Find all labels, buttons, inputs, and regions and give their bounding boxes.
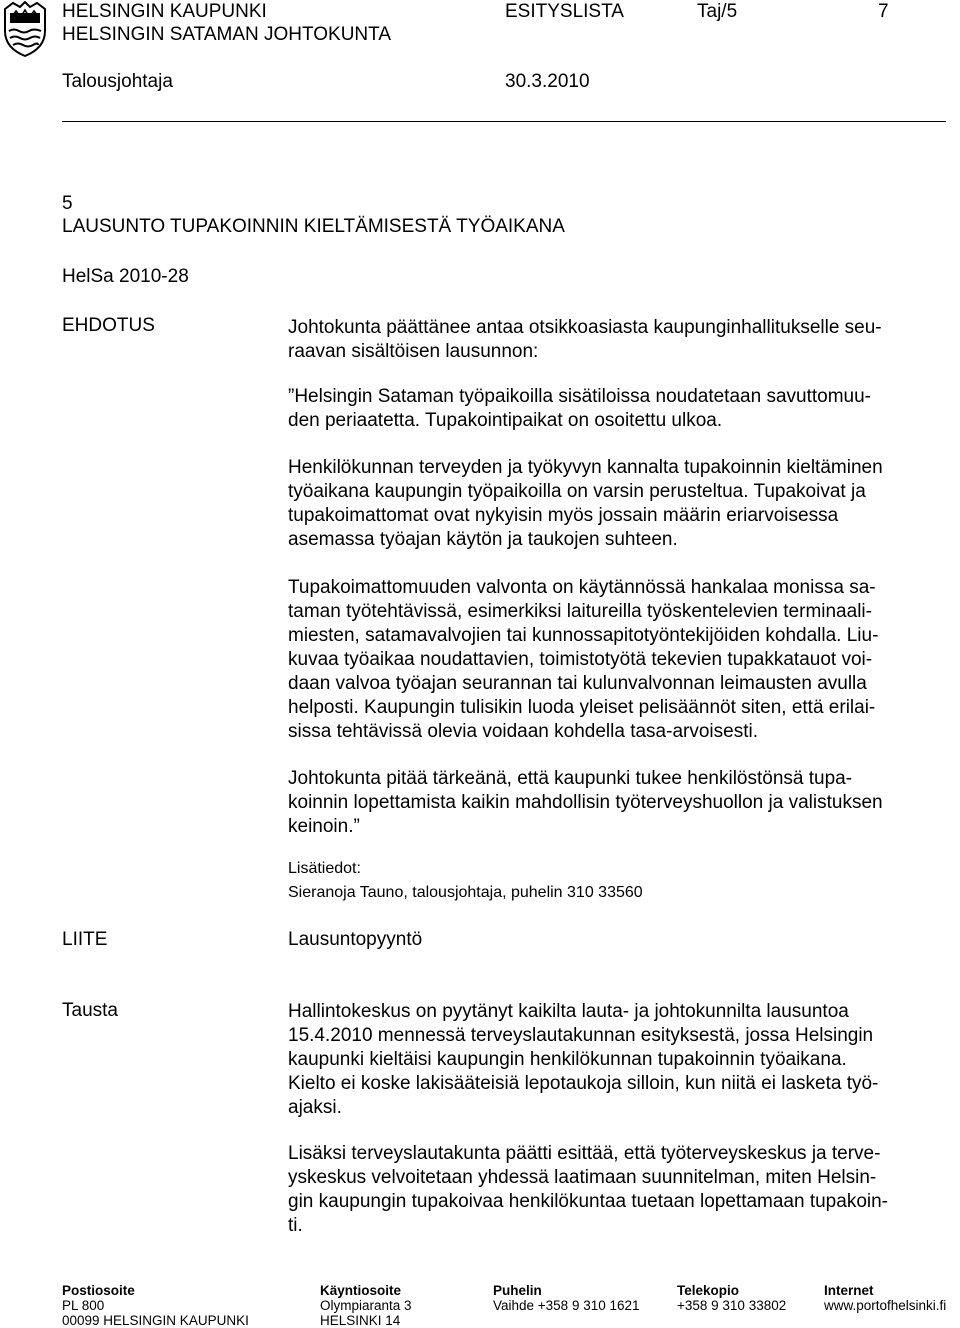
visit-line-2: HELSINKI 14	[320, 1313, 401, 1328]
attachment-label: LIITE	[62, 929, 108, 950]
text-line: kuvaa työaikaa noudattavien, toimistotyötä tekevien tupakkatauot voi-	[288, 649, 873, 670]
phone-value: Vaihde +358 9 310 1621	[493, 1298, 640, 1313]
text-line: Henkilökunnan terveyden ja työkyvyn kannalta tupakoinnin kieltäminen	[288, 457, 883, 478]
section-code: Taj/5	[697, 1, 738, 22]
footer-fax	[677, 1283, 786, 1313]
footer-visit	[320, 1283, 412, 1328]
visit-label: Käyntiosoite	[320, 1283, 402, 1298]
info-label: Lisätiedot:	[288, 860, 361, 877]
text-line: Tupakoimattomuuden valvonta on käytännössä hankalaa monissa sa-	[288, 577, 876, 598]
postal-label: Postiosoite	[62, 1283, 135, 1298]
footer-phone	[493, 1283, 640, 1313]
phone-label: Puhelin	[493, 1283, 542, 1298]
postal-line-1: PL 800	[62, 1298, 105, 1313]
fax-value: +358 9 310 33802	[677, 1298, 787, 1313]
helsinki-crest-logo	[2, 1, 48, 57]
presenter: Talousjohtaja	[62, 71, 173, 92]
text-line: helposti. Kaupungin tulisikin luoda yleiset pelisäännöt siten, että erilai-	[288, 697, 876, 718]
fax-label: Telekopio	[677, 1283, 740, 1298]
text-line: taman työtehtävissä, esimerkiksi laitureilla työskentelevien terminaali-	[288, 601, 872, 622]
attachment-link[interactable]: Lausuntopyyntö	[288, 929, 423, 950]
proposal-paragraph-1	[288, 316, 953, 364]
text-line: kaupunki kieltäisi kaupungin henkilökunnan tupakoinnin työaikana.	[288, 1049, 847, 1070]
text-line: Kielto ei koske lakisääteisiä lepotaukoja silloin, kun niitä ei lasketa työ-	[288, 1073, 879, 1094]
internet-label: Internet	[824, 1283, 874, 1298]
text-line: Johtokunta pitää tärkeänä, että kaupunki tukee henkilöstönsä tupa-	[288, 768, 853, 789]
background-label: Tausta	[62, 1000, 118, 1021]
text-line: koinnin lopettamista kaikin mahdollisin työterveyshuollon ja valistuksen	[288, 792, 883, 813]
text-line: asemassa työajan käytön ja taukojen suhteen.	[288, 529, 678, 550]
proposal-paragraph-3	[288, 456, 953, 552]
text-line: daan valvoa työajan seurannan tai kulunvalvonnan leimausten avulla	[288, 673, 867, 694]
text-line: den periaatetta. Tupakointipaikat on osoitettu ulkoa.	[288, 410, 723, 431]
proposal-paragraph-5	[288, 767, 953, 839]
background-paragraph-1	[288, 1000, 953, 1120]
footer-internet	[824, 1283, 946, 1313]
item-title: LAUSUNTO TUPAKOINNIN KIELTÄMISESTÄ TYÖAIKANA	[62, 216, 565, 237]
text-line: Lisäksi terveyslautakunta päätti esittää, että työterveyskeskus ja terve-	[288, 1143, 881, 1164]
footer-postal	[62, 1283, 249, 1328]
internet-link[interactable]: www.portofhelsinki.fi	[824, 1298, 947, 1313]
proposal-label: EHDOTUS	[62, 315, 155, 336]
proposal-paragraph-2	[288, 385, 953, 433]
postal-line-2: 00099 HELSINGIN KAUPUNKI	[62, 1313, 249, 1328]
item-reference: HelSa 2010-28	[62, 266, 189, 287]
meeting-date: 30.3.2010	[505, 71, 590, 92]
text-line: Johtokunta päättänee antaa otsikkoasiasta kaupunginhallitukselle seu-	[288, 317, 882, 338]
board-name: HELSINGIN SATAMAN JOHTOKUNTA	[62, 24, 392, 45]
proposal-paragraph-4	[288, 576, 953, 744]
visit-line-1: Olympiaranta 3	[320, 1298, 412, 1313]
text-line: 15.4.2010 mennessä terveyslautakunnan esityksestä, jossa Helsingin	[288, 1025, 874, 1046]
org-name: HELSINGIN KAUPUNKI	[62, 1, 267, 22]
text-line: keinoin.”	[288, 816, 360, 837]
item-number: 5	[62, 193, 73, 214]
text-line: ti.	[288, 1215, 303, 1236]
text-line: raavan sisältöisen lausunnon:	[288, 341, 539, 362]
header-divider	[62, 121, 946, 122]
document-type: ESITYSLISTA	[505, 1, 624, 22]
text-line: Hallintokeskus on pyytänyt kaikilta lauta- ja johtokunnilta lausuntoa	[288, 1001, 849, 1022]
text-line: tupakoimattomat ovat nykyisin myös jossain määrin eriarvoisessa	[288, 505, 839, 526]
text-line: miesten, satamavalvojien tai kunnossapitotyöntekijöiden kohdalla. Liu-	[288, 625, 879, 646]
text-line: työaikana kaupungin työpaikoilla on varsin perusteltua. Tupakoivat ja	[288, 481, 866, 502]
text-line: ”Helsingin Sataman työpaikoilla sisätiloissa noudatetaan savuttomuu-	[288, 386, 871, 407]
text-line: yskeskus velvoitetaan yhdessä laatimaan suunnitelman, miten Helsin-	[288, 1167, 877, 1188]
text-line: gin kaupungin tupakoivaa henkilökuntaa tuetaan lopettamaan tupakoin-	[288, 1191, 889, 1212]
info-contact: Sieranoja Tauno, talousjohtaja, puhelin 310 33560	[288, 884, 643, 901]
page-number: 7	[878, 1, 889, 22]
text-line: ajaksi.	[288, 1097, 342, 1118]
background-paragraph-2	[288, 1142, 953, 1238]
text-line: sissa tehtävissä olevia voidaan kohdella tasa-arvoisesti.	[288, 721, 758, 742]
